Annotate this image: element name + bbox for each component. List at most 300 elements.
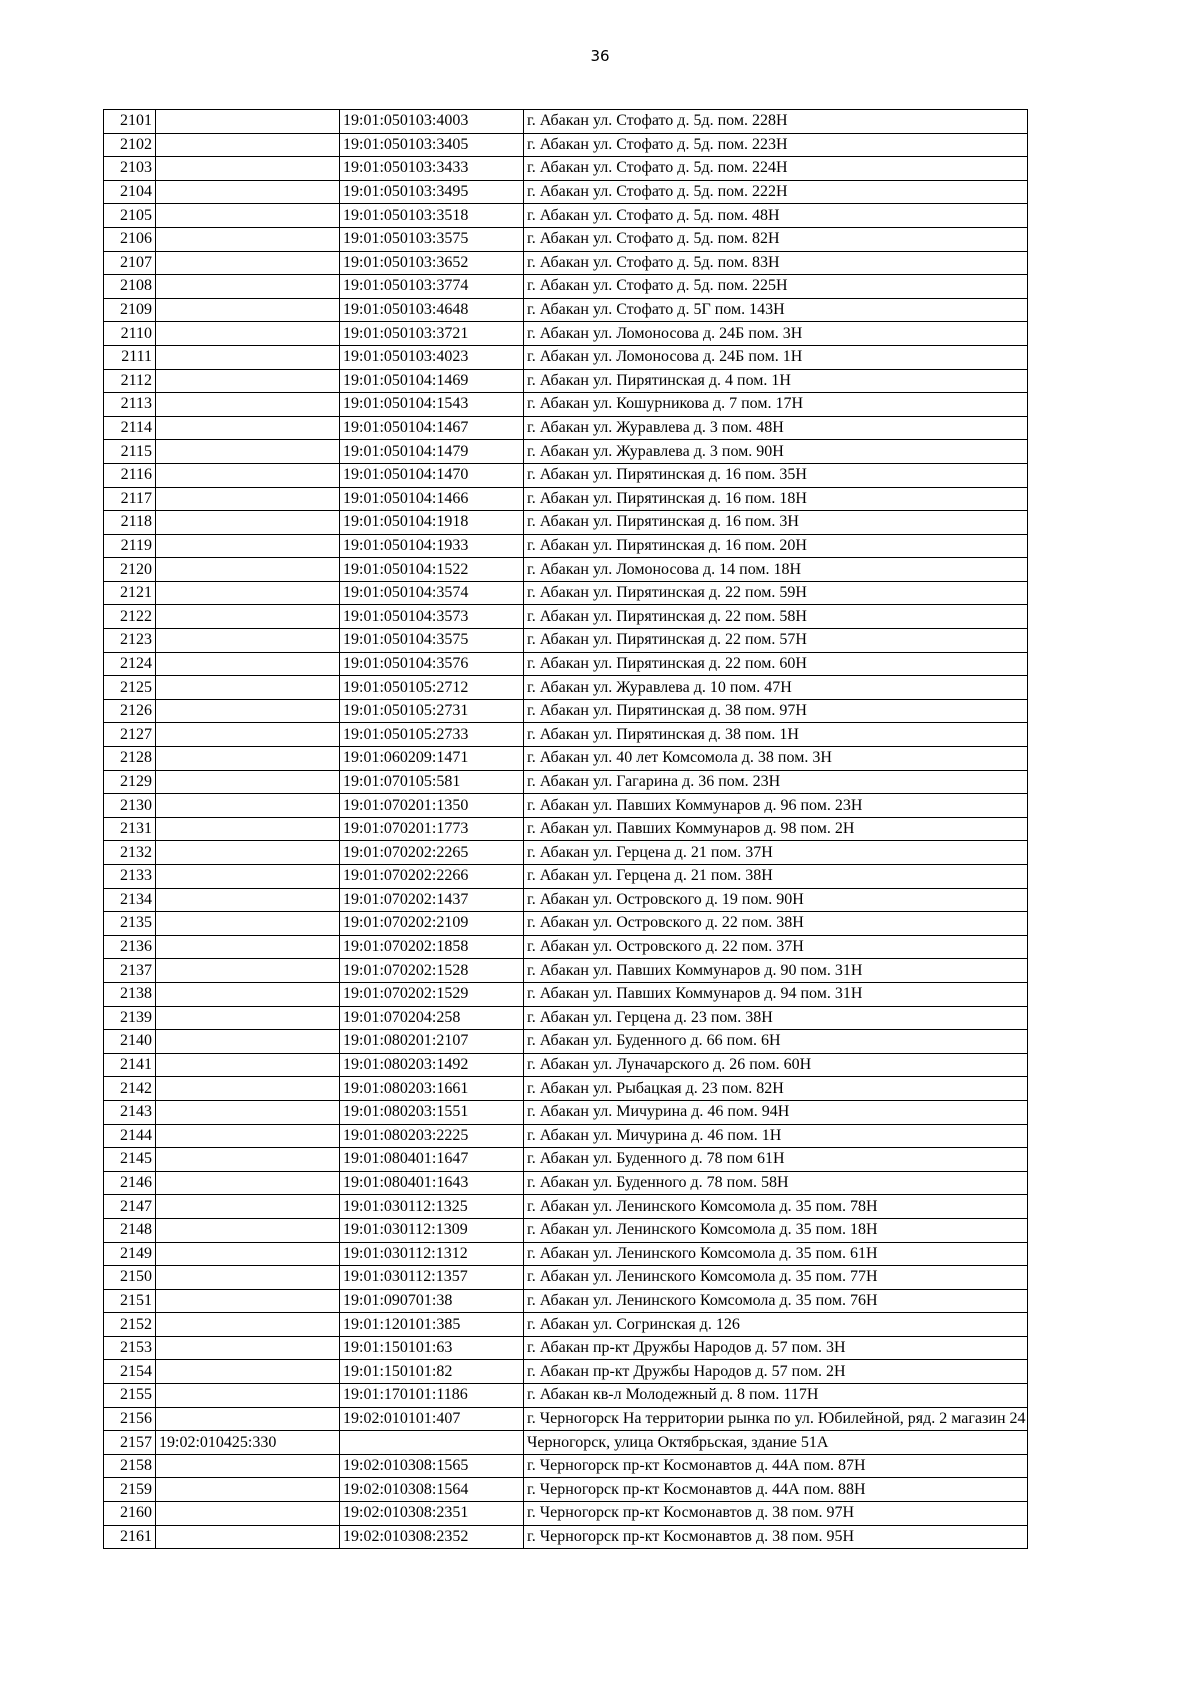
table-row xyxy=(104,369,1028,393)
address-cell: г. Абакан кв-л Молодежный д. 8 пом. 117Н xyxy=(524,1384,1028,1408)
cadastral-number-b-cell: 19:01:080201:2107 xyxy=(340,1030,524,1054)
row-number-cell: 2119 xyxy=(104,534,156,558)
cadastral-number-b-cell: 19:01:070204:258 xyxy=(340,1006,524,1030)
address-cell: г. Абакан ул. Ленинского Комсомола д. 35 пом. 18Н xyxy=(524,1218,1028,1242)
table-row xyxy=(104,180,1028,204)
table-row xyxy=(104,865,1028,889)
cadastral-number-b-cell: 19:01:050104:3575 xyxy=(340,629,524,653)
table-row xyxy=(104,251,1028,275)
address-cell: г. Абакан ул. Стофато д. 5д. пом. 82Н xyxy=(524,227,1028,251)
cadastral-number-a-cell xyxy=(156,1077,340,1101)
table-row xyxy=(104,1525,1028,1549)
cadastral-number-a-cell xyxy=(156,1266,340,1290)
cadastral-number-a-cell xyxy=(156,935,340,959)
cadastral-number-a-cell xyxy=(156,817,340,841)
table-row xyxy=(104,1313,1028,1337)
address-cell: г. Абакан ул. Гагарина д. 36 пом. 23Н xyxy=(524,770,1028,794)
cadastral-number-a-cell xyxy=(156,1242,340,1266)
table-row xyxy=(104,723,1028,747)
cadastral-number-a-cell xyxy=(156,841,340,865)
table-row xyxy=(104,841,1028,865)
row-number-cell: 2146 xyxy=(104,1171,156,1195)
table-row xyxy=(104,1053,1028,1077)
address-cell: г. Абакан ул. Павших Коммунаров д. 94 пом. 31Н xyxy=(524,982,1028,1006)
row-number-cell: 2139 xyxy=(104,1006,156,1030)
row-number-cell: 2112 xyxy=(104,369,156,393)
cadastral-number-b-cell: 19:01:070202:1437 xyxy=(340,888,524,912)
row-number-cell: 2106 xyxy=(104,227,156,251)
table-row xyxy=(104,322,1028,346)
row-number-cell: 2126 xyxy=(104,699,156,723)
row-number-cell: 2142 xyxy=(104,1077,156,1101)
cadastral-number-b-cell: 19:02:010308:2352 xyxy=(340,1525,524,1549)
cadastral-number-a-cell xyxy=(156,1384,340,1408)
address-cell: г. Абакан ул. Стофато д. 5д. пом. 224Н xyxy=(524,157,1028,181)
cadastral-number-a-cell xyxy=(156,1407,340,1431)
cadastral-number-a-cell xyxy=(156,1006,340,1030)
address-cell: г. Абакан ул. Островского д. 22 пом. 38Н xyxy=(524,912,1028,936)
row-number-cell: 2111 xyxy=(104,345,156,369)
row-number-cell: 2136 xyxy=(104,935,156,959)
row-number-cell: 2115 xyxy=(104,440,156,464)
cadastral-number-a-cell xyxy=(156,157,340,181)
cadastral-number-b-cell: 19:01:050103:3405 xyxy=(340,133,524,157)
cadastral-number-b-cell: 19:01:080203:1551 xyxy=(340,1100,524,1124)
cadastral-number-a-cell xyxy=(156,487,340,511)
row-number-cell: 2131 xyxy=(104,817,156,841)
row-number-cell: 2154 xyxy=(104,1360,156,1384)
address-cell: г. Абакан ул. Пирятинская д. 22 пом. 58Н xyxy=(524,605,1028,629)
address-cell: г. Абакан ул. Павших Коммунаров д. 98 пом. 2Н xyxy=(524,817,1028,841)
table-row xyxy=(104,888,1028,912)
address-cell: г. Абакан ул. Буденного д. 78 пом. 58Н xyxy=(524,1171,1028,1195)
cadastral-number-a-cell xyxy=(156,1478,340,1502)
address-cell: г. Абакан ул. Ломоносова д. 24Б пом. 3Н xyxy=(524,322,1028,346)
table-row xyxy=(104,1148,1028,1172)
address-cell: г. Абакан ул. Ломоносова д. 14 пом. 18Н xyxy=(524,558,1028,582)
table-row xyxy=(104,747,1028,771)
row-number-cell: 2123 xyxy=(104,629,156,653)
table-row xyxy=(104,1478,1028,1502)
address-cell: г. Абакан ул. Павших Коммунаров д. 90 пом. 31Н xyxy=(524,959,1028,983)
table-row xyxy=(104,652,1028,676)
address-cell: г. Абакан ул. Островского д. 19 пом. 90Н xyxy=(524,888,1028,912)
row-number-cell: 2140 xyxy=(104,1030,156,1054)
cadastral-number-b-cell: 19:01:070201:1350 xyxy=(340,794,524,818)
cadastral-number-b-cell: 19:01:150101:63 xyxy=(340,1336,524,1360)
cadastral-number-a-cell xyxy=(156,1502,340,1526)
cadastral-number-a-cell xyxy=(156,1360,340,1384)
address-cell: г. Абакан ул. Стофато д. 5д. пом. 225Н xyxy=(524,275,1028,299)
address-cell: г. Абакан ул. Ленинского Комсомола д. 35 пом. 78Н xyxy=(524,1195,1028,1219)
row-number-cell: 2118 xyxy=(104,511,156,535)
table-row xyxy=(104,204,1028,228)
cadastral-number-b-cell: 19:01:050105:2712 xyxy=(340,676,524,700)
cadastral-number-a-cell xyxy=(156,747,340,771)
cadastral-number-a-cell xyxy=(156,605,340,629)
address-cell: г. Абакан ул. Буденного д. 66 пом. 6Н xyxy=(524,1030,1028,1054)
table-row xyxy=(104,110,1028,134)
registry-table-body xyxy=(104,110,1028,1549)
cadastral-number-a-cell xyxy=(156,723,340,747)
address-cell: г. Абакан ул. Герцена д. 23 пом. 38Н xyxy=(524,1006,1028,1030)
cadastral-number-b-cell: 19:02:010308:1564 xyxy=(340,1478,524,1502)
cadastral-number-b-cell: 19:01:050104:1467 xyxy=(340,416,524,440)
table-row xyxy=(104,345,1028,369)
table-row xyxy=(104,440,1028,464)
address-cell: Черногорск, улица Октябрьская, здание 51А xyxy=(524,1431,1028,1455)
cadastral-number-a-cell xyxy=(156,251,340,275)
cadastral-number-b-cell: 19:01:080203:1661 xyxy=(340,1077,524,1101)
cadastral-number-b-cell: 19:01:050103:4648 xyxy=(340,298,524,322)
table-row xyxy=(104,558,1028,582)
cadastral-number-a-cell xyxy=(156,629,340,653)
cadastral-number-b-cell: 19:01:050104:1469 xyxy=(340,369,524,393)
address-cell: г. Абакан ул. Журавлева д. 3 пом. 90Н xyxy=(524,440,1028,464)
row-number-cell: 2134 xyxy=(104,888,156,912)
cadastral-number-a-cell xyxy=(156,1454,340,1478)
cadastral-number-b-cell: 19:01:150101:82 xyxy=(340,1360,524,1384)
cadastral-number-a-cell xyxy=(156,133,340,157)
cadastral-number-b-cell: 19:01:050105:2731 xyxy=(340,699,524,723)
address-cell: г. Абакан ул. Пирятинская д. 22 пом. 59Н xyxy=(524,581,1028,605)
address-cell: г. Абакан ул. Журавлева д. 10 пом. 47Н xyxy=(524,676,1028,700)
table-row xyxy=(104,1030,1028,1054)
row-number-cell: 2138 xyxy=(104,982,156,1006)
cadastral-number-b-cell: 19:01:050104:1543 xyxy=(340,393,524,417)
table-row xyxy=(104,157,1028,181)
table-row xyxy=(104,1195,1028,1219)
row-number-cell: 2155 xyxy=(104,1384,156,1408)
address-cell: г. Абакан ул. Пирятинская д. 16 пом. 18Н xyxy=(524,487,1028,511)
cadastral-number-a-cell xyxy=(156,1218,340,1242)
row-number-cell: 2143 xyxy=(104,1100,156,1124)
address-cell: г. Абакан ул. Пирятинская д. 16 пом. 3Н xyxy=(524,511,1028,535)
cadastral-number-b-cell: 19:01:080401:1647 xyxy=(340,1148,524,1172)
cadastral-number-b-cell: 19:01:120101:385 xyxy=(340,1313,524,1337)
table-row xyxy=(104,487,1028,511)
row-number-cell: 2124 xyxy=(104,652,156,676)
cadastral-number-a-cell xyxy=(156,275,340,299)
cadastral-number-a-cell xyxy=(156,794,340,818)
cadastral-number-a-cell xyxy=(156,110,340,134)
table-row xyxy=(104,699,1028,723)
cadastral-number-a-cell xyxy=(156,298,340,322)
cadastral-number-a-cell xyxy=(156,1030,340,1054)
address-cell: г. Абакан ул. Стофато д. 5д. пом. 83Н xyxy=(524,251,1028,275)
row-number-cell: 2116 xyxy=(104,463,156,487)
cadastral-number-a-cell xyxy=(156,1148,340,1172)
cadastral-number-b-cell: 19:01:030112:1309 xyxy=(340,1218,524,1242)
cadastral-number-b-cell: 19:01:070201:1773 xyxy=(340,817,524,841)
address-cell: г. Черногорск пр-кт Космонавтов д. 44А пом. 88Н xyxy=(524,1478,1028,1502)
cadastral-number-b-cell: 19:01:050103:3774 xyxy=(340,275,524,299)
row-number-cell: 2151 xyxy=(104,1289,156,1313)
table-row xyxy=(104,1242,1028,1266)
cadastral-number-b-cell: 19:02:010308:2351 xyxy=(340,1502,524,1526)
cadastral-number-b-cell: 19:01:050104:1470 xyxy=(340,463,524,487)
row-number-cell: 2127 xyxy=(104,723,156,747)
row-number-cell: 2107 xyxy=(104,251,156,275)
address-cell: г. Черногорск пр-кт Космонавтов д. 38 пом. 95Н xyxy=(524,1525,1028,1549)
table-row xyxy=(104,1502,1028,1526)
cadastral-number-a-cell xyxy=(156,463,340,487)
address-cell: г. Черногорск На территории рынка по ул. Юбилейной, ряд. 2 магазин 24 xyxy=(524,1407,1028,1431)
cadastral-number-a-cell xyxy=(156,959,340,983)
row-number-cell: 2103 xyxy=(104,157,156,181)
cadastral-number-b-cell: 19:01:070202:2266 xyxy=(340,865,524,889)
table-row xyxy=(104,605,1028,629)
row-number-cell: 2158 xyxy=(104,1454,156,1478)
address-cell: г. Абакан пр-кт Дружбы Народов д. 57 пом. 2Н xyxy=(524,1360,1028,1384)
address-cell: г. Абакан ул. 40 лет Комсомола д. 38 пом. 3Н xyxy=(524,747,1028,771)
address-cell: г. Абакан ул. Павших Коммунаров д. 96 пом. 23Н xyxy=(524,794,1028,818)
cadastral-number-b-cell: 19:01:080401:1643 xyxy=(340,1171,524,1195)
table-row xyxy=(104,912,1028,936)
cadastral-number-b-cell: 19:01:050103:3433 xyxy=(340,157,524,181)
cadastral-number-b-cell xyxy=(340,1431,524,1455)
address-cell: г. Абакан ул. Пирятинская д. 4 пом. 1Н xyxy=(524,369,1028,393)
address-cell: г. Абакан ул. Пирятинская д. 38 пом. 1Н xyxy=(524,723,1028,747)
row-number-cell: 2135 xyxy=(104,912,156,936)
address-cell: г. Абакан ул. Островского д. 22 пом. 37Н xyxy=(524,935,1028,959)
row-number-cell: 2156 xyxy=(104,1407,156,1431)
table-row xyxy=(104,1266,1028,1290)
row-number-cell: 2114 xyxy=(104,416,156,440)
table-row xyxy=(104,275,1028,299)
row-number-cell: 2152 xyxy=(104,1313,156,1337)
row-number-cell: 2145 xyxy=(104,1148,156,1172)
table-row xyxy=(104,1171,1028,1195)
table-row xyxy=(104,1384,1028,1408)
address-cell: г. Абакан ул. Кошурникова д. 7 пом. 17Н xyxy=(524,393,1028,417)
row-number-cell: 2109 xyxy=(104,298,156,322)
cadastral-number-b-cell: 19:01:050103:3652 xyxy=(340,251,524,275)
row-number-cell: 2159 xyxy=(104,1478,156,1502)
cadastral-number-a-cell xyxy=(156,676,340,700)
row-number-cell: 2102 xyxy=(104,133,156,157)
table-row xyxy=(104,227,1028,251)
cadastral-number-b-cell: 19:01:050104:1479 xyxy=(340,440,524,464)
address-cell: г. Абакан ул. Стофато д. 5д. пом. 48Н xyxy=(524,204,1028,228)
table-row xyxy=(104,935,1028,959)
row-number-cell: 2105 xyxy=(104,204,156,228)
table-row xyxy=(104,1124,1028,1148)
cadastral-number-a-cell xyxy=(156,699,340,723)
cadastral-number-a-cell xyxy=(156,1525,340,1549)
cadastral-number-b-cell: 19:01:070202:2265 xyxy=(340,841,524,865)
cadastral-number-b-cell: 19:01:050104:3574 xyxy=(340,581,524,605)
row-number-cell: 2132 xyxy=(104,841,156,865)
cadastral-number-a-cell xyxy=(156,1336,340,1360)
cadastral-number-a-cell xyxy=(156,912,340,936)
address-cell: г. Абакан ул. Пирятинская д. 16 пом. 20Н xyxy=(524,534,1028,558)
row-number-cell: 2157 xyxy=(104,1431,156,1455)
row-number-cell: 2153 xyxy=(104,1336,156,1360)
address-cell: г. Абакан ул. Пирятинская д. 38 пом. 97Н xyxy=(524,699,1028,723)
cadastral-number-a-cell xyxy=(156,322,340,346)
cadastral-number-b-cell: 19:01:050103:4023 xyxy=(340,345,524,369)
table-row xyxy=(104,629,1028,653)
cadastral-number-b-cell: 19:01:050103:3495 xyxy=(340,180,524,204)
address-cell: г. Абакан ул. Мичурина д. 46 пом. 94Н xyxy=(524,1100,1028,1124)
row-number-cell: 2137 xyxy=(104,959,156,983)
cadastral-number-b-cell: 19:01:050105:2733 xyxy=(340,723,524,747)
table-row xyxy=(104,817,1028,841)
row-number-cell: 2113 xyxy=(104,393,156,417)
cadastral-number-a-cell xyxy=(156,369,340,393)
table-row xyxy=(104,463,1028,487)
address-cell: г. Абакан ул. Ломоносова д. 24Б пом. 1Н xyxy=(524,345,1028,369)
cadastral-number-a-cell xyxy=(156,865,340,889)
cadastral-number-b-cell: 19:01:030112:1357 xyxy=(340,1266,524,1290)
cadastral-number-b-cell: 19:02:010101:407 xyxy=(340,1407,524,1431)
table-row xyxy=(104,298,1028,322)
address-cell: г. Абакан ул. Ленинского Комсомола д. 35 пом. 76Н xyxy=(524,1289,1028,1313)
page-number: 36 xyxy=(590,47,610,65)
table-row xyxy=(104,770,1028,794)
cadastral-number-a-cell xyxy=(156,652,340,676)
cadastral-number-b-cell: 19:01:050104:1918 xyxy=(340,511,524,535)
table-row xyxy=(104,581,1028,605)
address-cell: г. Абакан ул. Буденного д. 78 пом 61Н xyxy=(524,1148,1028,1172)
row-number-cell: 2117 xyxy=(104,487,156,511)
cadastral-number-a-cell xyxy=(156,558,340,582)
cadastral-number-b-cell: 19:01:050103:3518 xyxy=(340,204,524,228)
cadastral-number-b-cell: 19:01:050104:3576 xyxy=(340,652,524,676)
address-cell: г. Абакан ул. Стофато д. 5Г пом. 143Н xyxy=(524,298,1028,322)
table-row xyxy=(104,982,1028,1006)
table-row xyxy=(104,1431,1028,1455)
address-cell: г. Абакан ул. Герцена д. 21 пом. 37Н xyxy=(524,841,1028,865)
table-row xyxy=(104,676,1028,700)
address-cell: г. Абакан ул. Ленинского Комсомола д. 35 пом. 77Н xyxy=(524,1266,1028,1290)
cadastral-number-b-cell: 19:01:170101:1186 xyxy=(340,1384,524,1408)
cadastral-number-a-cell xyxy=(156,581,340,605)
row-number-cell: 2148 xyxy=(104,1218,156,1242)
cadastral-number-b-cell: 19:01:070105:581 xyxy=(340,770,524,794)
cadastral-number-a-cell xyxy=(156,1289,340,1313)
address-cell: г. Абакан ул. Журавлева д. 3 пом. 48Н xyxy=(524,416,1028,440)
address-cell: г. Абакан ул. Луначарского д. 26 пом. 60Н xyxy=(524,1053,1028,1077)
row-number-cell: 2130 xyxy=(104,794,156,818)
cadastral-number-a-cell xyxy=(156,1171,340,1195)
property-registry-table xyxy=(103,109,1028,1549)
cadastral-number-a-cell xyxy=(156,888,340,912)
cadastral-number-b-cell: 19:01:030112:1312 xyxy=(340,1242,524,1266)
row-number-cell: 2150 xyxy=(104,1266,156,1290)
row-number-cell: 2101 xyxy=(104,110,156,134)
address-cell: г. Абакан ул. Ленинского Комсомола д. 35 пом. 61Н xyxy=(524,1242,1028,1266)
table-row xyxy=(104,1360,1028,1384)
row-number-cell: 2110 xyxy=(104,322,156,346)
cadastral-number-a-cell xyxy=(156,440,340,464)
row-number-cell: 2125 xyxy=(104,676,156,700)
address-cell: г. Абакан ул. Стофато д. 5д. пом. 228Н xyxy=(524,110,1028,134)
table-row xyxy=(104,393,1028,417)
address-cell: г. Абакан ул. Пирятинская д. 22 пом. 60Н xyxy=(524,652,1028,676)
table-row xyxy=(104,511,1028,535)
table-row xyxy=(104,1289,1028,1313)
address-cell: г. Черногорск пр-кт Космонавтов д. 38 пом. 97Н xyxy=(524,1502,1028,1526)
row-number-cell: 2104 xyxy=(104,180,156,204)
address-cell: г. Абакан пр-кт Дружбы Народов д. 57 пом. 3Н xyxy=(524,1336,1028,1360)
row-number-cell: 2128 xyxy=(104,747,156,771)
cadastral-number-b-cell: 19:01:080203:2225 xyxy=(340,1124,524,1148)
cadastral-number-b-cell: 19:02:010308:1565 xyxy=(340,1454,524,1478)
cadastral-number-a-cell: 19:02:010425:330 xyxy=(156,1431,340,1455)
table-row xyxy=(104,1454,1028,1478)
row-number-cell: 2129 xyxy=(104,770,156,794)
cadastral-number-b-cell: 19:01:060209:1471 xyxy=(340,747,524,771)
row-number-cell: 2141 xyxy=(104,1053,156,1077)
row-number-cell: 2133 xyxy=(104,865,156,889)
address-cell: г. Абакан ул. Герцена д. 21 пом. 38Н xyxy=(524,865,1028,889)
address-cell: г. Черногорск пр-кт Космонавтов д. 44А пом. 87Н xyxy=(524,1454,1028,1478)
row-number-cell: 2149 xyxy=(104,1242,156,1266)
cadastral-number-a-cell xyxy=(156,180,340,204)
row-number-cell: 2147 xyxy=(104,1195,156,1219)
table-row xyxy=(104,133,1028,157)
cadastral-number-a-cell xyxy=(156,511,340,535)
cadastral-number-b-cell: 19:01:070202:1528 xyxy=(340,959,524,983)
table-row xyxy=(104,1218,1028,1242)
cadastral-number-a-cell xyxy=(156,1195,340,1219)
table-row xyxy=(104,1336,1028,1360)
cadastral-number-b-cell: 19:01:050104:1522 xyxy=(340,558,524,582)
address-cell: г. Абакан ул. Пирятинская д. 22 пом. 57Н xyxy=(524,629,1028,653)
address-cell: г. Абакан ул. Рыбацкая д. 23 пом. 82Н xyxy=(524,1077,1028,1101)
cadastral-number-a-cell xyxy=(156,345,340,369)
table-row xyxy=(104,794,1028,818)
row-number-cell: 2120 xyxy=(104,558,156,582)
cadastral-number-b-cell: 19:01:070202:1529 xyxy=(340,982,524,1006)
cadastral-number-a-cell xyxy=(156,1313,340,1337)
address-cell: г. Абакан ул. Стофато д. 5д. пом. 223Н xyxy=(524,133,1028,157)
row-number-cell: 2144 xyxy=(104,1124,156,1148)
cadastral-number-a-cell xyxy=(156,393,340,417)
cadastral-number-b-cell: 19:01:050104:1933 xyxy=(340,534,524,558)
cadastral-number-b-cell: 19:01:080203:1492 xyxy=(340,1053,524,1077)
row-number-cell: 2121 xyxy=(104,581,156,605)
row-number-cell: 2108 xyxy=(104,275,156,299)
cadastral-number-a-cell xyxy=(156,416,340,440)
cadastral-number-b-cell: 19:01:050103:3575 xyxy=(340,227,524,251)
table-row xyxy=(104,534,1028,558)
cadastral-number-b-cell: 19:01:090701:38 xyxy=(340,1289,524,1313)
table-row xyxy=(104,1006,1028,1030)
cadastral-number-a-cell xyxy=(156,1124,340,1148)
address-cell: г. Абакан ул. Пирятинская д. 16 пом. 35Н xyxy=(524,463,1028,487)
cadastral-number-b-cell: 19:01:050104:1466 xyxy=(340,487,524,511)
cadastral-number-a-cell xyxy=(156,227,340,251)
table-row xyxy=(104,1407,1028,1431)
cadastral-number-b-cell: 19:01:030112:1325 xyxy=(340,1195,524,1219)
cadastral-number-b-cell: 19:01:070202:1858 xyxy=(340,935,524,959)
table-row xyxy=(104,1100,1028,1124)
cadastral-number-b-cell: 19:01:070202:2109 xyxy=(340,912,524,936)
cadastral-number-b-cell: 19:01:050104:3573 xyxy=(340,605,524,629)
cadastral-number-b-cell: 19:01:050103:4003 xyxy=(340,110,524,134)
table-row xyxy=(104,1077,1028,1101)
address-cell: г. Абакан ул. Согринская д. 126 xyxy=(524,1313,1028,1337)
cadastral-number-b-cell: 19:01:050103:3721 xyxy=(340,322,524,346)
cadastral-number-a-cell xyxy=(156,534,340,558)
address-cell: г. Абакан ул. Мичурина д. 46 пом. 1Н xyxy=(524,1124,1028,1148)
cadastral-number-a-cell xyxy=(156,770,340,794)
row-number-cell: 2161 xyxy=(104,1525,156,1549)
table-row xyxy=(104,959,1028,983)
